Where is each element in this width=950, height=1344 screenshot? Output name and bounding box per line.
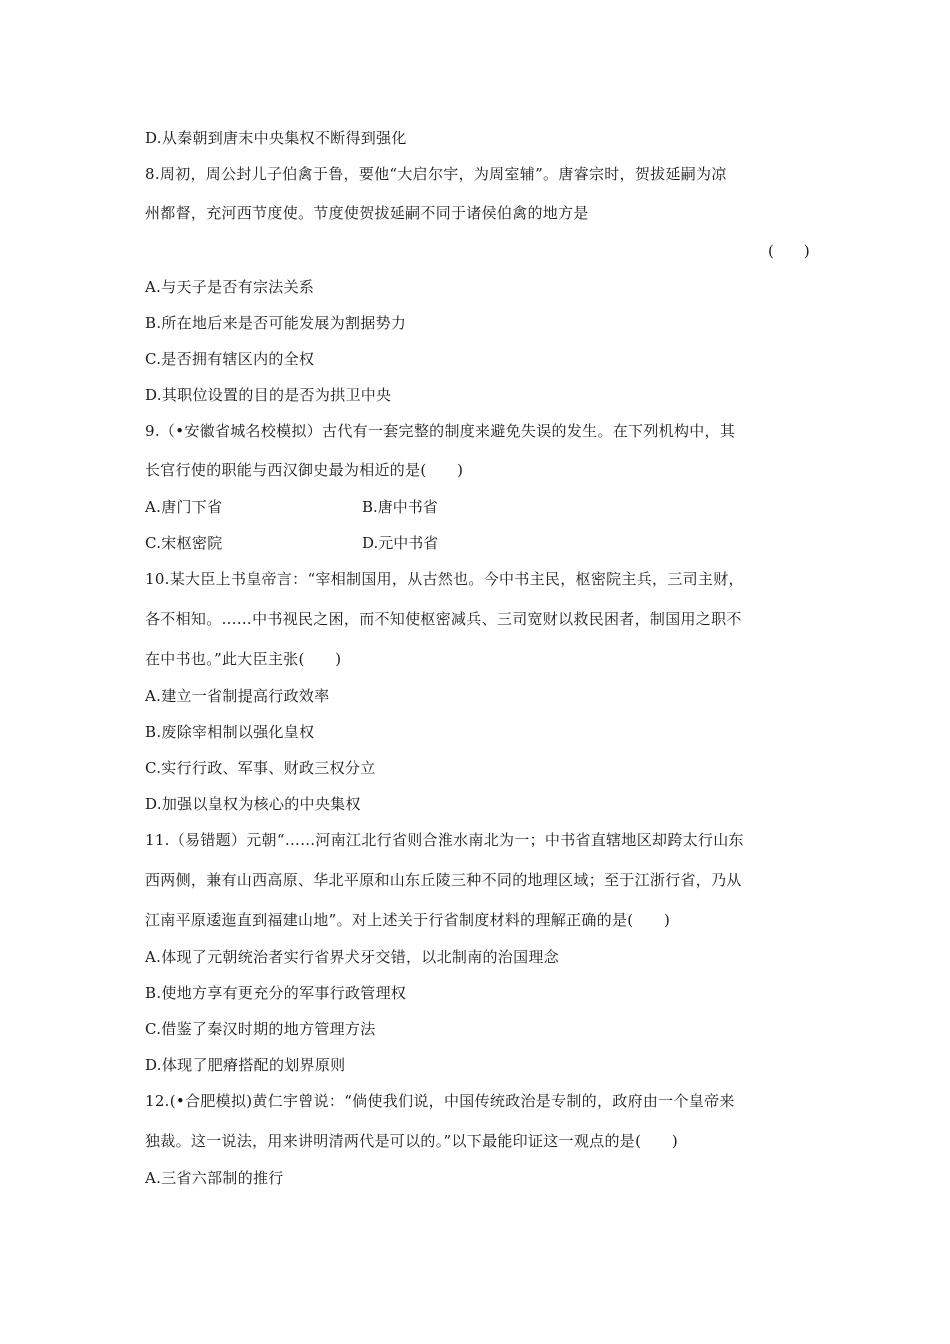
q8-option-b: B.所在地后来是否可能发展为割据势力 — [145, 314, 407, 332]
q8-option-c: C.是否拥有辖区内的全权 — [145, 350, 315, 368]
q12-option-a: A.三省六部制的推行 — [145, 1169, 284, 1187]
q11-option-d: D.体现了肥瘠搭配的划界原则 — [145, 1056, 346, 1074]
q11-option-a: A.体现了元朝统治者实行省界犬牙交错，以北制南的治国理念 — [145, 948, 560, 966]
q10-stem-line-3: 在中书也。”此大臣主张( ) — [145, 650, 342, 668]
q8-stem-line-1: 8.周初，周公封儿子伯禽于鲁，要他“大启尔宇，为周室辅”。唐睿宗时，贺拔延嗣为凉 — [145, 165, 727, 183]
q10-option-c: C.实行行政、军事、财政三权分立 — [145, 759, 376, 777]
q8-option-a: A.与天子是否有宗法关系 — [145, 278, 315, 296]
q8-option-d: D.其职位设置的目的是否为拱卫中央 — [145, 386, 392, 404]
q9-stem-line-1: 9.（•安徽省城名校模拟）古代有一套完整的制度来避免失误的发生。在下列机构中，其 — [145, 422, 736, 440]
q12-stem-line-1: 12.(•合肥模拟)黄仁宇曾说：“倘使我们说，中国传统政治是专制的，政府由一个皇帝来 — [145, 1092, 735, 1110]
q8-stem-line-2: 州都督，充河西节度使。节度使贺拔延嗣不同于诸侯伯禽的地方是 — [145, 204, 589, 222]
q9-option-a: A.唐门下省 — [145, 498, 223, 516]
q9-option-b: B.唐中书省 — [362, 498, 438, 516]
q9-stem-line-2: 长官行使的职能与西汉御史最为相近的是( ) — [145, 461, 464, 479]
q11-option-b: B.使地方享有更充分的军事行政管理权 — [145, 984, 407, 1002]
q10-option-d: D.加强以皇权为核心的中央集权 — [145, 795, 361, 813]
q10-stem-line-2: 各不相知。……中书视民之困，而不知使枢密减兵、三司宽财以救民困者，制国用之职不 — [145, 610, 742, 628]
q11-stem-line-1: 11.（易错题）元朝“……河南江北行省则合淮水南北为一；中书省直辖地区却跨太行山东 — [145, 831, 744, 849]
q10-option-b: B.废除宰相制以强化皇权 — [145, 723, 315, 741]
q7-option-d: D.从秦朝到唐末中央集权不断得到强化 — [145, 129, 407, 147]
q10-option-a: A.建立一省制提高行政效率 — [145, 687, 330, 705]
q10-stem-line-1: 10.某大臣上书皇帝言：“宰相制国用，从古然也。今中书主民，枢密院主兵，三司主财， — [145, 570, 744, 588]
q9-option-d: D.元中书省 — [362, 534, 439, 552]
q8-answer-paren: ( ) — [768, 242, 810, 260]
q11-stem-line-3: 江南平原逶迤直到福建山地”。对上述关于行省制度材料的理解正确的是( ) — [145, 911, 671, 929]
q11-stem-line-2: 西两侧，兼有山西高原、华北平原和山东丘陵三种不同的地理区域；至于江浙行省，乃从 — [145, 871, 742, 889]
q9-option-c: C.宋枢密院 — [145, 534, 223, 552]
q12-stem-line-2: 独裁。这一说法，用来讲明清两代是可以的。”以下最能印证这一观点的是( ) — [145, 1132, 678, 1150]
q11-option-c: C.借鉴了秦汉时期的地方管理方法 — [145, 1020, 376, 1038]
